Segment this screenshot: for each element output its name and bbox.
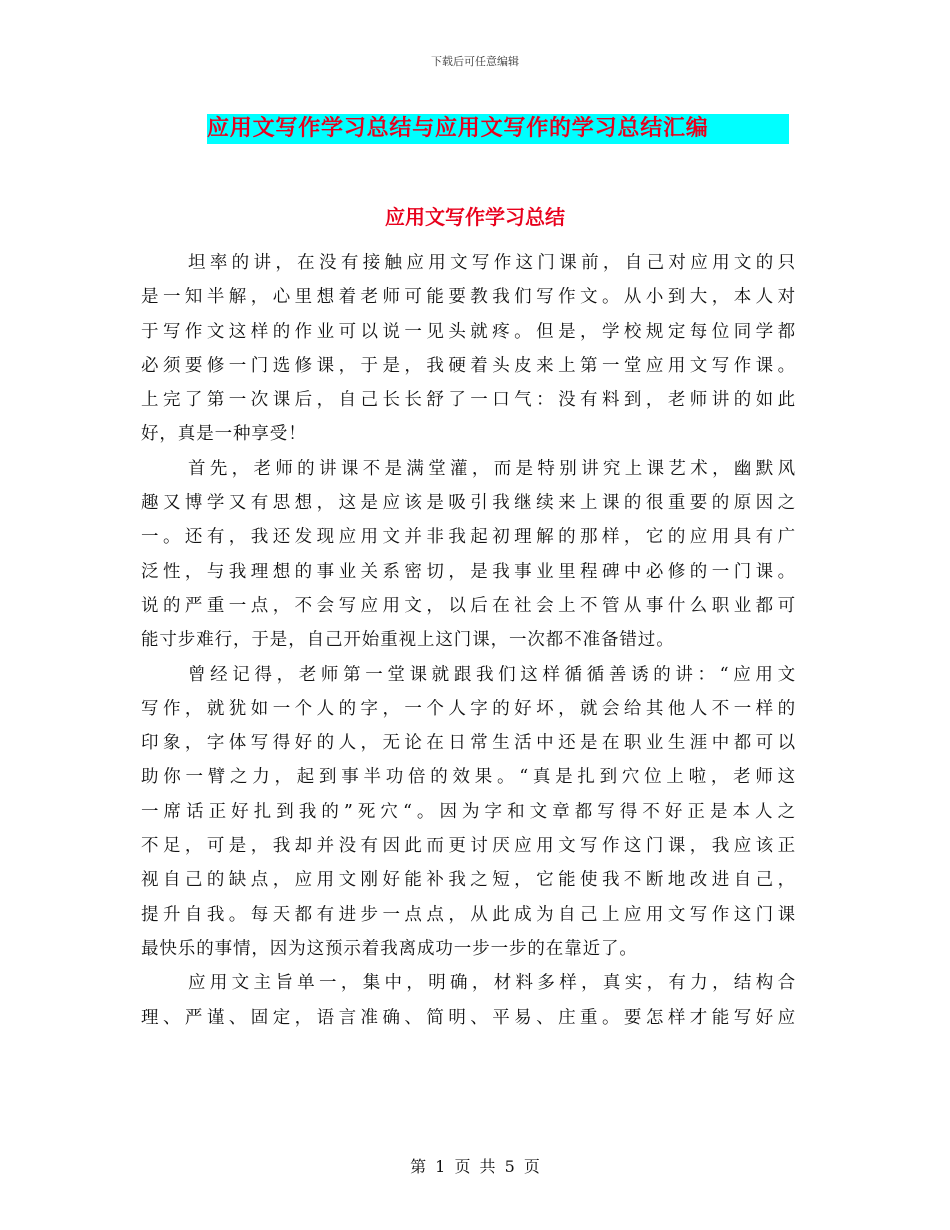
paragraph-line: 最快乐的事情，因为这预示着我离成功一步一步的在靠近了。 (141, 938, 638, 959)
paragraph-line: 于写作文这样的作业可以说一见头就疼。但是，学校规定每位同学都 (141, 321, 796, 342)
paragraph-line: 趣又博学又有思想，这是应该是吸引我继续来上课的很重要的原因之 (141, 493, 796, 514)
paragraph-line: 视自己的缺点，应用文刚好能补我之短，它能使我不断地改进自己， (141, 870, 796, 891)
paragraph-line: 应用文主旨单一，集中，明确，材料多样，真实，有力，结构合 (188, 973, 796, 994)
page-footer: 第 1 页 共 5 页 (410, 1157, 540, 1176)
main-title-container (207, 114, 789, 144)
paragraph-line: 能寸步难行，于是，自己开始重视上这门课，一次都不准备错过。 (141, 630, 675, 651)
paragraph-line: 一席话正好扎到我的”死穴“。因为字和文章都写得不好正是本人之 (141, 801, 796, 822)
header-note: 下载后可任意编辑 (431, 55, 519, 68)
paragraph-line: 不足，可是，我却并没有因此而更讨厌应用文写作这门课，我应该正 (141, 836, 796, 857)
paragraph-line: 泛性，与我理想的事业关系密切，是我事业里程碑中必修的一门课。 (141, 561, 796, 582)
main-title: 应用文写作学习总结与应用文写作的学习总结汇编 (207, 114, 789, 144)
paragraph-line: 好，真是一种享受！ (141, 424, 307, 445)
section-title: 应用文写作学习总结 (385, 205, 565, 229)
paragraph-line: 印象，字体写得好的人，无论在日常生活中还是在职业生涯中都可以 (141, 733, 796, 754)
paragraph-line: 提升自我。每天都有进步一点点，从此成为自己上应用文写作这门课 (141, 904, 796, 925)
body-text (141, 246, 796, 1035)
paragraph-line: 上完了第一次课后，自己长长舒了一口气：没有料到，老师讲的如此 (141, 390, 796, 411)
paragraph-line: 必须要修一门选修课，于是，我硬着头皮来上第一堂应用文写作课。 (141, 355, 796, 376)
paragraph-line: 写作，就犹如一个人的字，一个人字的好坏，就会给其他人不一样的 (141, 698, 796, 719)
paragraph-line: 坦率的讲，在没有接触应用文写作这门课前，自己对应用文的只 (188, 253, 796, 273)
paragraph-line: 说的严重一点，不会写应用文，以后在社会上不管从事什么职业都可 (141, 595, 796, 616)
paragraph-line: 一。还有，我还发现应用文并非我起初理解的那样，它的应用具有广 (141, 527, 796, 548)
paragraph-line: 理、严谨、固定，语言准确、简明、平易、庄重。要怎样才能写好应 (141, 1007, 796, 1028)
paragraph-line: 是一知半解，心里想着老师可能要教我们写作文。从小到大，本人对 (141, 287, 796, 308)
paragraph-line: 首先，老师的讲课不是满堂灌，而是特别讲究上课艺术，幽默风 (188, 458, 796, 479)
paragraph-line: 曾经记得，老师第一堂课就跟我们这样循循善诱的讲：“应用文 (188, 664, 796, 685)
paragraph-line: 助你一臂之力，起到事半功倍的效果。“真是扎到穴位上啦，老师这 (141, 767, 796, 788)
